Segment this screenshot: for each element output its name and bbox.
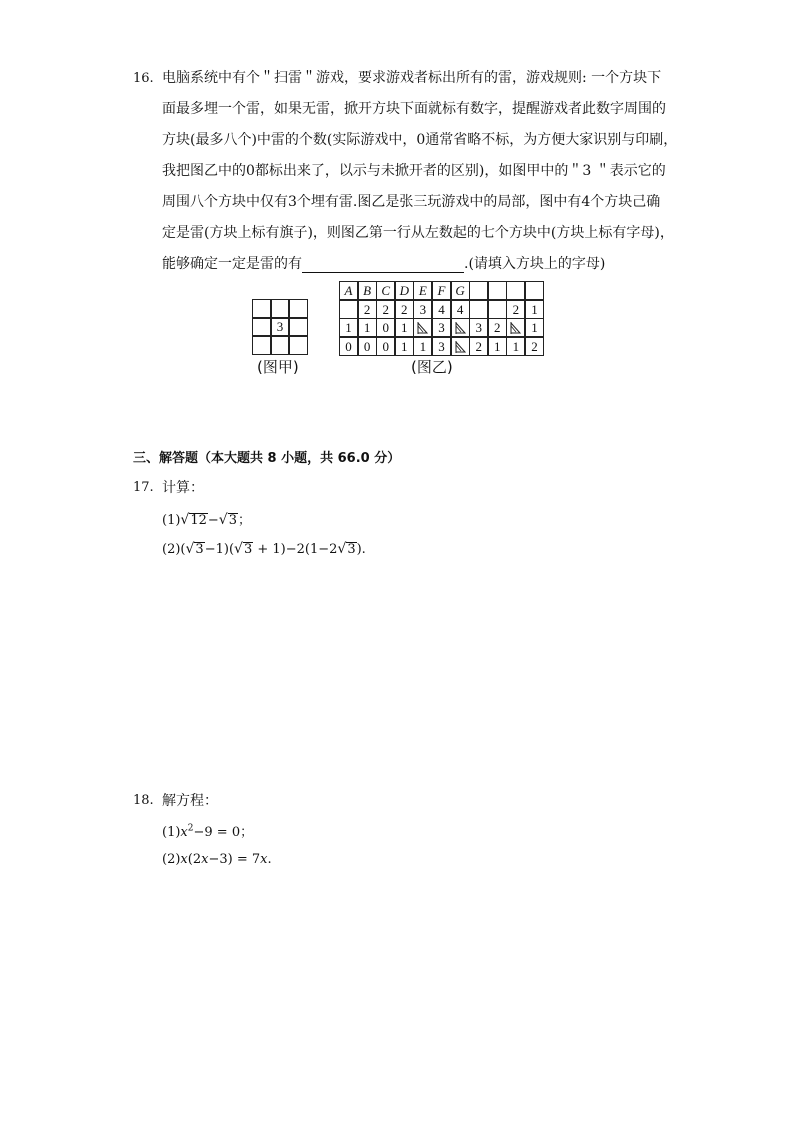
grid-b-cell: 0 (376, 318, 395, 337)
q16-answer-line (162, 255, 605, 273)
q18-p2-seg-c: −3) = 7 (208, 852, 261, 867)
q18-part-1 (162, 821, 253, 840)
q17-p1-radicand-a: 12 (190, 513, 207, 528)
q18-p1-rest: −9 = 0； (193, 825, 254, 840)
q16-line-3: 方块(最多八个)中雷的个数(实际游戏中，0通常省略不标，为方便大家识别与印刷， (162, 132, 678, 148)
q18-p2-var-1: x (180, 852, 188, 867)
q17-p2-radicand-2: 3 (243, 542, 253, 557)
sqrt-icon: √ (234, 541, 243, 557)
grid-b-letter-cell (488, 281, 507, 300)
grid-b-cell: 2 (506, 300, 525, 319)
grid-a-cell (288, 317, 308, 337)
sqrt-icon: √ (185, 541, 195, 557)
grid-a-cell (252, 317, 272, 337)
q17-p2-seg-b: −1)( (204, 542, 235, 557)
grid-b-cell: 2 (525, 337, 544, 356)
q18-p1-var: x (180, 825, 188, 840)
grid-b-cell: 2 (376, 300, 395, 319)
q16-answer-prompt: 能够确定一定是雷的有 (162, 256, 302, 272)
grid-b-cell: 1 (395, 337, 414, 356)
sqrt-icon: √ (180, 512, 190, 528)
grid-b-cell: 4 (451, 300, 470, 319)
grid-b-cell: 1 (525, 300, 544, 319)
q18-p2-label: (2) (162, 852, 181, 867)
grid-b-cell: 1 (488, 337, 507, 356)
grid-b-letter-cell: D (395, 281, 414, 300)
grid-b-cell: 1 (413, 337, 432, 356)
grid-b-cell (339, 300, 358, 319)
grid-a-cell (288, 299, 308, 319)
q17-part-2 (162, 541, 366, 557)
q17-p2-seg-c: + 1)−2(1−2 (253, 542, 338, 557)
grid-b-cell: 3 (413, 300, 432, 319)
question-17-number: 17. (133, 480, 154, 495)
grid-a-cell (252, 335, 272, 355)
q18-title: 解方程： (162, 793, 218, 809)
q17-p2-radicand-1: 3 (195, 542, 204, 557)
q18-p2-var-3: x (260, 852, 268, 867)
q17-part-1 (162, 509, 251, 528)
q17-p1-radicand-b: 3 (228, 513, 237, 528)
grid-a-cell (270, 335, 290, 355)
grid-a-cell (288, 335, 308, 355)
question-16-number: 16. (133, 71, 154, 86)
flag-icon (413, 318, 432, 337)
figure-b-grid (339, 281, 545, 356)
q16-line-5: 周围八个方块中仅有3个埋有雷.图乙是张三玩游戏中的局部，图中有4个方块己确 (162, 194, 661, 210)
q18-p2-seg-b: (2 (187, 852, 202, 867)
grid-b-letter-cell: C (376, 281, 395, 300)
grid-b-cell: 0 (339, 337, 358, 356)
figure-a-caption: (图甲) (257, 358, 299, 376)
q17-p2-seg-d: ). (356, 542, 366, 557)
grid-b-cell: 2 (395, 300, 414, 319)
grid-b-cell: 1 (395, 318, 414, 337)
q16-line-2: 面最多埋一个雷，如果无雷，掀开方块下面就标有数字，提醒游戏者此数字周围的 (162, 101, 666, 117)
q16-line-1: 电脑系统中有个＂扫雷＂游戏，要求游戏者标出所有的雷，游戏规则: 一个方块下 (162, 70, 662, 86)
grid-b-cell: 3 (432, 318, 451, 337)
grid-b-cell: 1 (525, 318, 544, 337)
q18-p2-seg-d: . (267, 852, 272, 867)
grid-b-cell: 1 (506, 337, 525, 356)
q18-p1-exponent: 2 (187, 823, 194, 834)
q17-p2-radicand-3: 3 (347, 542, 356, 557)
grid-b-cell: 2 (469, 337, 488, 356)
q17-p2-seg-a: ( (180, 542, 186, 557)
grid-b-cell: 3 (432, 337, 451, 356)
grid-b-letter-cell: B (358, 281, 377, 300)
q17-p1-label: (1) (162, 513, 181, 528)
section-3-title: 三、解答题（本大题共 8 小题，共 66.0 分） (133, 451, 401, 466)
grid-a-cell (270, 299, 290, 319)
grid-b-cell: 4 (432, 300, 451, 319)
q16-answer-hint: .(请填入方块上的字母) (464, 256, 606, 272)
q17-title: 计算： (162, 480, 204, 496)
grid-b-letter-cell (525, 281, 544, 300)
grid-b-cell: 0 (376, 337, 395, 356)
grid-a-cell (252, 299, 272, 319)
q16-line-4: 我把图乙中的0都标出来了，以示与未掀开者的区别)，如图甲中的＂3 ＂表示它的 (162, 163, 666, 179)
grid-b-cell: 3 (469, 318, 488, 337)
flag-icon (451, 318, 470, 337)
grid-b-cell: 2 (358, 300, 377, 319)
q16-line-6: 定是雷(方块上标有旗子)，则图乙第一行从左数起的七个方块中(方块上标有字母)， (162, 225, 674, 241)
q18-part-2 (162, 852, 272, 867)
figure-b-caption: (图乙) (411, 358, 453, 376)
grid-b-cell: 0 (358, 337, 377, 356)
grid-b-letter-cell: A (339, 281, 358, 300)
grid-b-letter-cell: E (413, 281, 432, 300)
figure-a-grid (252, 299, 308, 356)
q17-p1-minus: − (207, 513, 219, 528)
flag-icon (451, 337, 470, 356)
grid-b-letter-cell: F (432, 281, 451, 300)
flag-icon (506, 318, 525, 337)
q18-p1-label: (1) (162, 825, 181, 840)
grid-b-cell (469, 300, 488, 319)
grid-a-center-cell: 3 (270, 317, 290, 337)
q18-p2-var-2: x (201, 852, 209, 867)
answer-blank[interactable] (302, 258, 464, 273)
grid-b-letter-cell (506, 281, 525, 300)
grid-b-cell: 1 (339, 318, 358, 337)
q17-p2-label: (2) (162, 542, 181, 557)
sqrt-icon: √ (337, 541, 347, 557)
q17-p1-end: ； (238, 513, 252, 528)
question-18-number: 18. (133, 793, 154, 808)
grid-b-letter-cell (469, 281, 488, 300)
sqrt-icon: √ (218, 512, 228, 528)
grid-b-letter-cell: G (451, 281, 470, 300)
grid-b-cell (488, 300, 507, 319)
grid-b-cell: 2 (488, 318, 507, 337)
grid-b-cell: 1 (358, 318, 377, 337)
